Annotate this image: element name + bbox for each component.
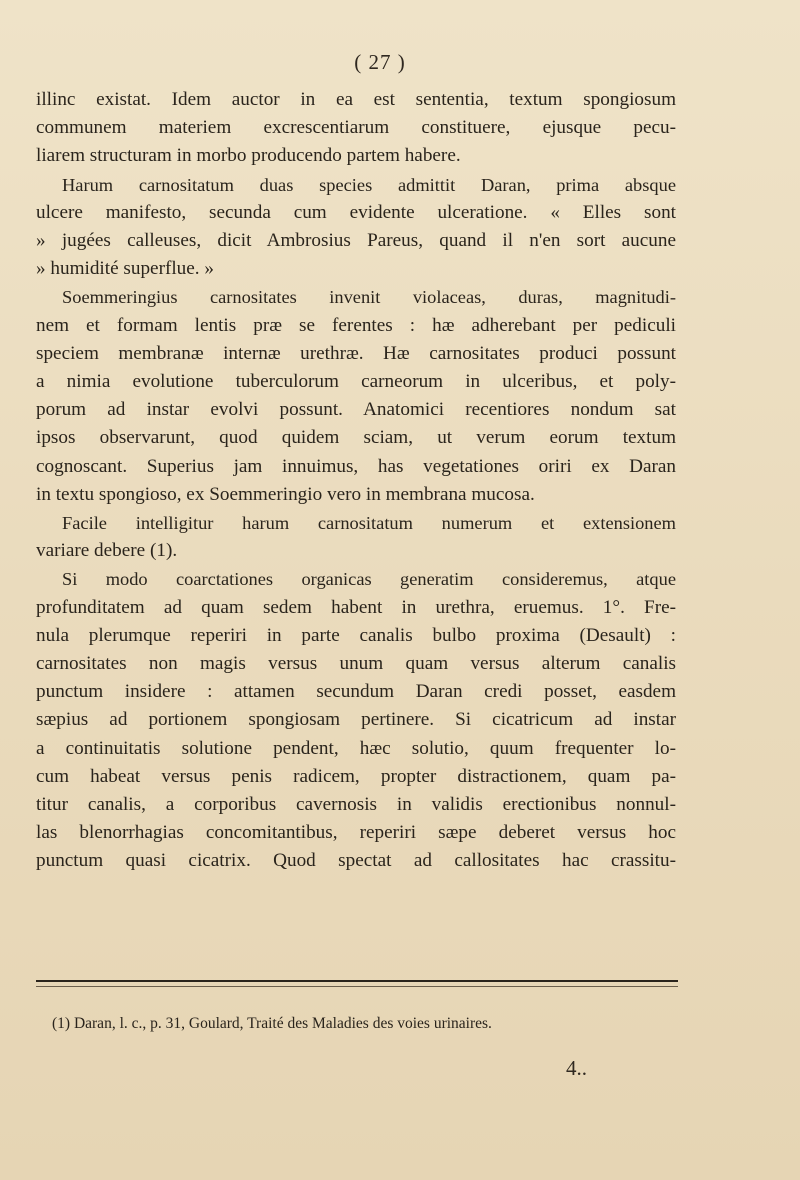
footnote: (1) Daran, l. c., p. 31, Goulard, Traité des Maladies des voies urinaires.	[52, 1015, 492, 1032]
paragraph	[36, 171, 676, 284]
text-line: illinc existat. Idem auctor in ea est sententia, textum spongiosum	[36, 89, 676, 110]
text-line: carnositates non magis versus unum quam versus alterum canalis	[36, 653, 676, 675]
paragraph	[36, 86, 676, 171]
text-line: Harum carnositatum duas species admittit Daran, prima absque	[62, 174, 676, 195]
footnote-divider-thin	[36, 986, 678, 987]
text-line: a nimia evolutione tuberculorum carneorum in ulceribus, et poly-	[36, 371, 676, 393]
text-line: a continuitatis solutione pendent, hæc solutio, quum frequenter lo-	[36, 737, 676, 759]
text-line: sæpius ad portionem spongiosam pertinere. Si cicatricum ad instar	[36, 709, 676, 731]
paragraph	[36, 509, 676, 565]
text-line: ipsos observarunt, quod quidem sciam, ut verum eorum textum	[36, 427, 676, 449]
text-line: liarem structuram in morbo producendo partem habere.	[36, 145, 461, 167]
text-line: ulcere manifesto, secunda cum evidente ulceratione. « Elles sont	[36, 201, 676, 223]
footnote-divider	[36, 980, 678, 982]
text-line: porum ad instar evolvi possunt. Anatomici recentiores nondum sat	[36, 399, 676, 421]
text-line: communem materiem excrescentiarum constituere, ejusque pecu-	[36, 117, 676, 139]
text-line: nem et formam lentis præ se ferentes : hæ adherebant per pediculi	[36, 314, 676, 336]
text-line: variare debere (1).	[36, 540, 178, 562]
text-line: Soemmeringius carnositates invenit violaceas, duras, magnitudi-	[62, 287, 676, 308]
text-line: » humidité superflue. »	[36, 258, 214, 280]
text-line: speciem membranæ internæ urethræ. Hæ carnositates produci possunt	[36, 342, 676, 364]
text-line: punctum insidere : attamen secundum Daran credi posset, easdem	[36, 681, 676, 703]
paragraph	[36, 565, 676, 875]
text-line: cum habeat versus penis radicem, propter distractionem, quam pa-	[36, 765, 676, 787]
text-line: punctum quasi cicatrix. Quod spectat ad callositates hac crassitu-	[36, 850, 676, 872]
paragraph	[36, 283, 676, 509]
text-line: nula plerumque reperiri in parte canalis bulbo proxima (Desault) :	[36, 624, 676, 646]
text-line: in textu spongioso, ex Soemmeringio vero in membrana mucosa.	[36, 483, 535, 505]
text-line: cognoscant. Superius jam innuimus, has vegetationes oriri ex Daran	[36, 455, 676, 477]
text-line: Facile intelligitur harum carnositatum numerum et extensionem	[62, 513, 676, 534]
text-line: titur canalis, a corporibus cavernosis in validis erectionibus nonnul-	[36, 794, 676, 816]
text-line: las blenorrhagias concomitantibus, reperiri sæpe deberet versus hoc	[36, 822, 676, 844]
text-line: profunditatem ad quam sedem habent in urethra, eruemus. 1°. Fre-	[36, 596, 676, 618]
page-number: ( 27 )	[354, 50, 406, 74]
text-line: » jugées calleuses, dicit Ambrosius Pareus, quand il n'en sort aucune	[36, 230, 676, 252]
body-text	[36, 86, 676, 876]
text-line: Si modo coarctationes organicas generatim consideremus, atque	[62, 569, 676, 590]
signature-mark: 4..	[566, 1056, 587, 1080]
